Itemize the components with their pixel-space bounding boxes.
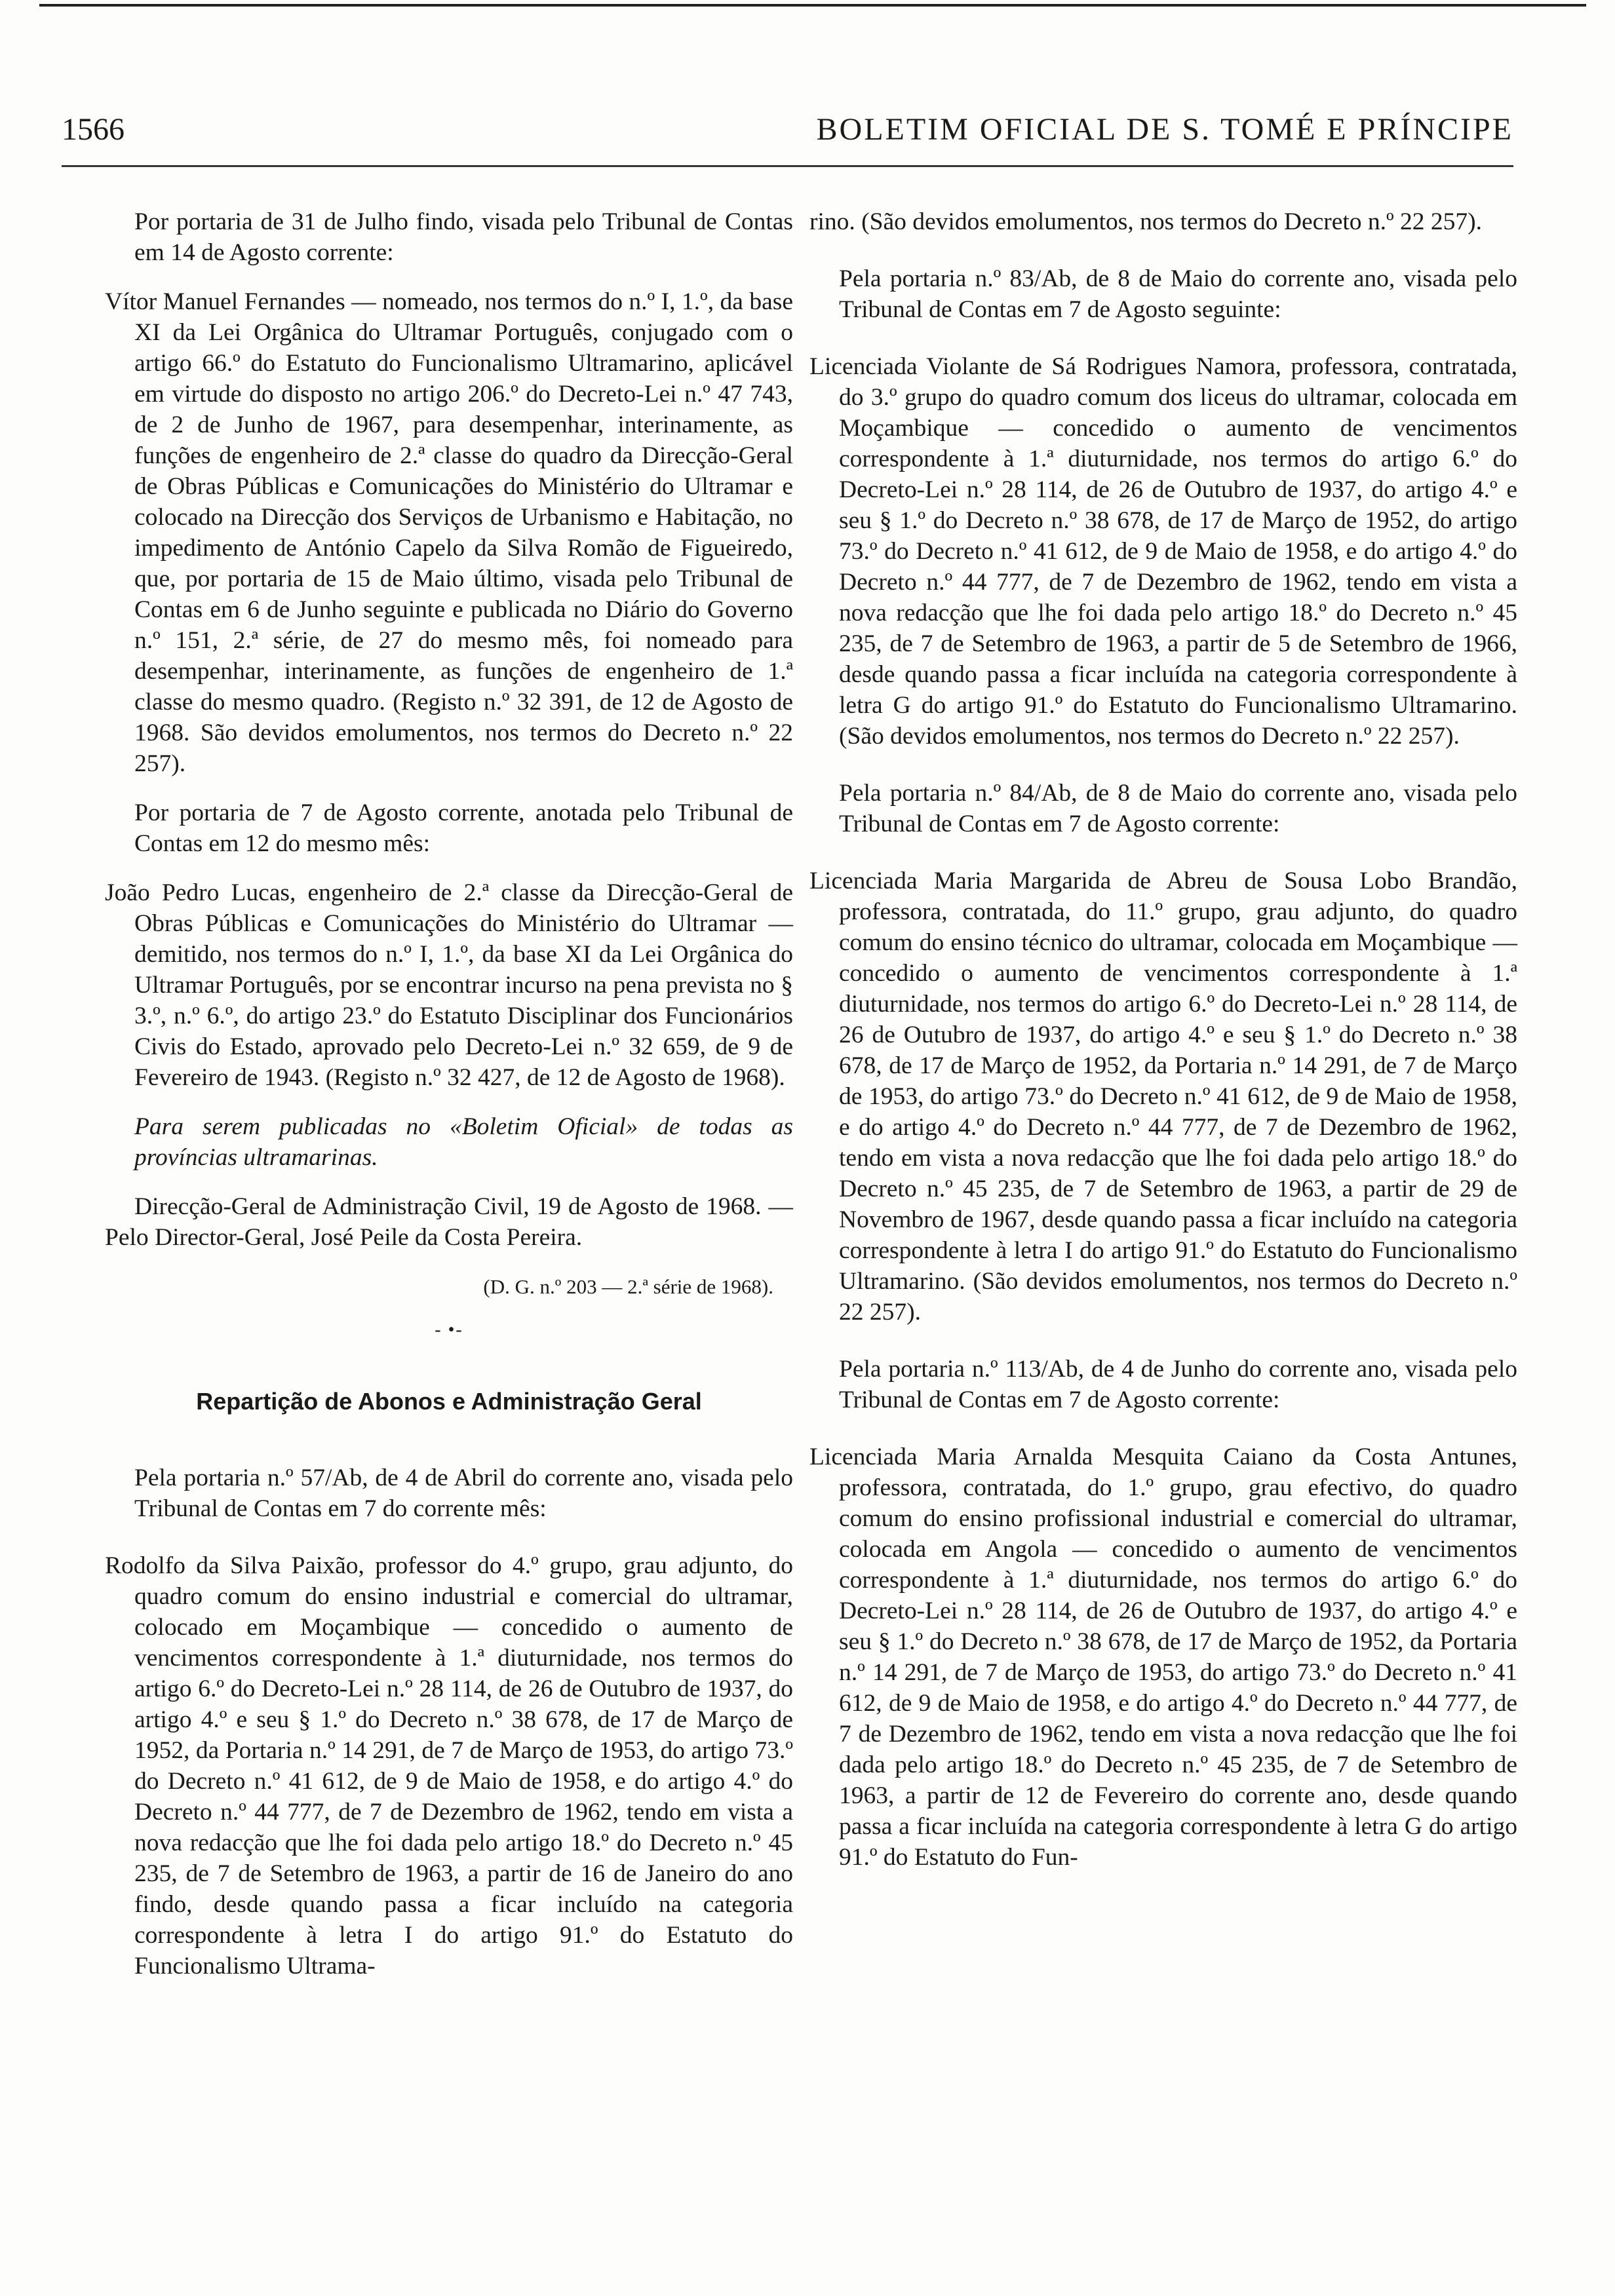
top-edge-rule	[39, 4, 1586, 7]
signoff: Direcção-Geral de Administração Civil, 19 de Agosto de 1968. — Pelo Director-Geral, José Peile da Costa Pereira.	[105, 1193, 793, 1251]
portaria-intro: Pela portaria n.º 83/Ab, de 8 de Maio do corrente ano, visada pelo Tribunal de Contas em 7 de Agosto seguinte:	[839, 265, 1517, 323]
source-reference: (D. G. n.º 203 — 2.ª série de 1968).	[483, 1275, 773, 1298]
portaria-intro: Pela portaria n.º 113/Ab, de 4 de Junho do corrente ano, visada pelo Tribunal de Contas em 7 de Agosto corrente:	[839, 1356, 1517, 1413]
right-column	[809, 206, 1517, 1873]
running-title: BOLETIM OFICIAL DE S. TOMÉ E PRÍNCIPE	[816, 112, 1513, 147]
page-number: 1566	[62, 112, 125, 147]
left-column	[105, 206, 793, 1981]
salary-increase-entry: Licenciada Maria Arnalda Mesquita Caiano da Costa Antunes, professora, contratada, do 1.º grupo, grau efectivo, do quadro comum do ensino profissional industrial e comercial do ultramar, colocada em Angola — concedido o aumento de vencimentos correspondente à 1.ª diuturnidade, nos termos do artigo 6.º do Decreto-Lei n.º 28 114, de 26 de Outubro de 1937, do artigo 4.º e seu § 1.º do Decreto n.º 38 678, de 17 de Março de 1952, da Portaria n.º 14 291, de 7 de Março de 1953, do artigo 73.º do Decreto n.º 41 612, de 9 de Maio de 1958, e do artigo 4.º do Decreto n.º 44 777, de 7 de Dezembro de 1962, tendo em vista a nova redacção que lhe foi dada pelo artigo 18.º do Decreto n.º 45 235, de 7 de Setembro de 1963, a partir de 12 de Fevereiro do corrente ano, desde quando passa a ficar incluída na categoria correspondente à letra G do artigo 91.º do Estatuto do Fun-	[809, 1444, 1517, 1871]
salary-increase-entry: Rodolfo da Silva Paixão, professor do 4.º grupo, grau adjunto, do quadro comum do ensino industrial e comercial do ultramar, colocado em Moçambique — concedido o aumento de vencimentos correspondente à 1.ª diuturnidade, nos termos do artigo 6.º do Decreto-Lei n.º 28 114, de 26 de Outubro de 1937, do artigo 4.º e seu § 1.º do Decreto n.º 38 678, de 17 de Março de 1952, da Portaria n.º 14 291, de 7 de Março de 1953, do artigo 73.º do Decreto n.º 41 612, de 9 de Maio de 1958, e do artigo 4.º do Decreto n.º 44 777, de 7 de Dezembro de 1962, tendo em vista a nova redacção que lhe foi dada pelo artigo 18.º do Decreto n.º 45 235, de 7 de Setembro de 1963, a partir de 16 de Janeiro do ano findo, desde quando passa a ficar incluído na categoria correspondente à letra I do artigo 91.º do Estatuto do Funcionalismo Ultrama-	[105, 1552, 793, 1980]
page-header	[62, 111, 1513, 157]
section-heading: Repartição de Abonos e Administração Geral	[196, 1388, 702, 1415]
section-divider: - •-	[435, 1320, 463, 1340]
header-rule	[62, 165, 1513, 167]
salary-increase-entry: Licenciada Violante de Sá Rodrigues Namora, professora, contratada, do 3.º grupo do quadro comum dos liceus do ultramar, colocada em Moçambique — concedido o aumento de vencimentos correspondente à 1.ª diuturnidade, nos termos do artigo 6.º do Decreto-Lei n.º 28 114, de 26 de Outubro de 1937, do artigo 4.º e seu § 1.º do Decreto n.º 38 678, de 17 de Março de 1952, do artigo 73.º do Decreto n.º 41 612, de 9 de Maio de 1958, e do artigo 4.º do Decreto n.º 44 777, de 7 de Dezembro de 1962, tendo em vista a nova redacção que lhe foi dada pelo artigo 18.º do Decreto n.º 45 235, de 7 de Setembro de 1963, a partir de 5 de Setembro de 1966, desde quando passa a ficar incluída na categoria correspondente à letra G do artigo 91.º do Estatuto do Funcionalismo Ultramarino. (São devidos emolumentos, nos termos do Decreto n.º 22 257).	[809, 353, 1517, 750]
portaria-intro: Por portaria de 7 de Agosto corrente, anotada pelo Tribunal de Contas em 12 do mesmo mês:	[134, 799, 793, 857]
portaria-intro: Pela portaria n.º 57/Ab, de 4 de Abril do corrente ano, visada pelo Tribunal de Contas em 7 do corrente mês:	[134, 1464, 793, 1522]
publication-note: Para serem publicadas no «Boletim Oficial» de todas as províncias ultramarinas.	[134, 1113, 793, 1171]
portaria-intro: Pela portaria n.º 84/Ab, de 8 de Maio do corrente ano, visada pelo Tribunal de Contas em 7 de Agosto corrente:	[839, 780, 1517, 837]
dismissal-entry: João Pedro Lucas, engenheiro de 2.ª classe da Direcção-Geral de Obras Públicas e Comunicações do Ministério do Ultramar — demitido, nos termos do n.º I, 1.º, da base XI da Lei Orgânica do Ultramar Português, por se encontrar incurso na pena prevista no § 3.º, n.º 6.º, do artigo 23.º do Estatuto Disciplinar dos Funcionários Civis do Estado, aprovado pelo Decreto-Lei n.º 32 659, de 9 de Fevereiro de 1943. (Registo n.º 32 427, de 12 de Agosto de 1968).	[105, 879, 793, 1091]
portaria-intro: Por portaria de 31 de Julho findo, visada pelo Tribunal de Contas em 14 de Agosto corrente:	[134, 208, 793, 266]
salary-increase-entry: Licenciada Maria Margarida de Abreu de Sousa Lobo Brandão, professora, contratada, do 11.º grupo, grau adjunto, do quadro comum do ensino técnico do ultramar, colocada em Moçambique — concedido o aumento de vencimentos correspondente à 1.ª diuturnidade, nos termos do artigo 6.º do Decreto-Lei n.º 28 114, de 26 de Outubro de 1937, do artigo 4.º e seu § 1.º do Decreto n.º 38 678, de 17 de Março de 1952, da Portaria n.º 14 291, de 7 de Março de 1953, do artigo 73.º do Decreto n.º 41 612, de 9 de Maio de 1958, e do artigo 4.º do Decreto n.º 44 777, de 7 de Dezembro de 1962, tendo em vista a nova redacção que lhe foi dada pelo artigo 18.º do Decreto n.º 45 235, de 7 de Setembro de 1963, a partir de 29 de Novembro de 1967, desde quando passa a ficar incluído na categoria correspondente à letra I do artigo 91.º do Estatuto do Funcionalismo Ultramarino. (São devidos emolumentos, nos termos do Decreto n.º 22 257).	[809, 868, 1517, 1326]
continued-text: rino. (São devidos emolumentos, nos termos do Decreto n.º 22 257).	[809, 208, 1483, 235]
appointment-entry: Vítor Manuel Fernandes — nomeado, nos termos do n.º I, 1.º, da base XI da Lei Orgânica do Ultramar Português, conjugado com o artigo 66.º do Estatuto do Funcionalismo Ultramarino, aplicável em virtude do disposto no artigo 206.º do Decreto-Lei n.º 47 743, de 2 de Junho de 1967, para desempenhar, interinamente, as funções de engenheiro de 2.ª classe do quadro da Direcção-Geral de Obras Públicas e Comunicações do Ministério do Ultramar e colocado na Direcção dos Serviços de Urbanismo e Habitação, no impedimento de António Capelo da Silva Romão de Figueiredo, que, por portaria de 15 de Maio último, visada pelo Tribunal de Contas em 6 de Junho seguinte e publicada no Diário do Governo n.º 151, 2.ª série, de 27 do mesmo mês, foi nomeado para desempenhar, interinamente, as funções de engenheiro de 1.ª classe do mesmo quadro. (Registo n.º 32 391, de 12 de Agosto de 1968. São devidos emolumentos, nos termos do Decreto n.º 22 257).	[105, 288, 793, 777]
